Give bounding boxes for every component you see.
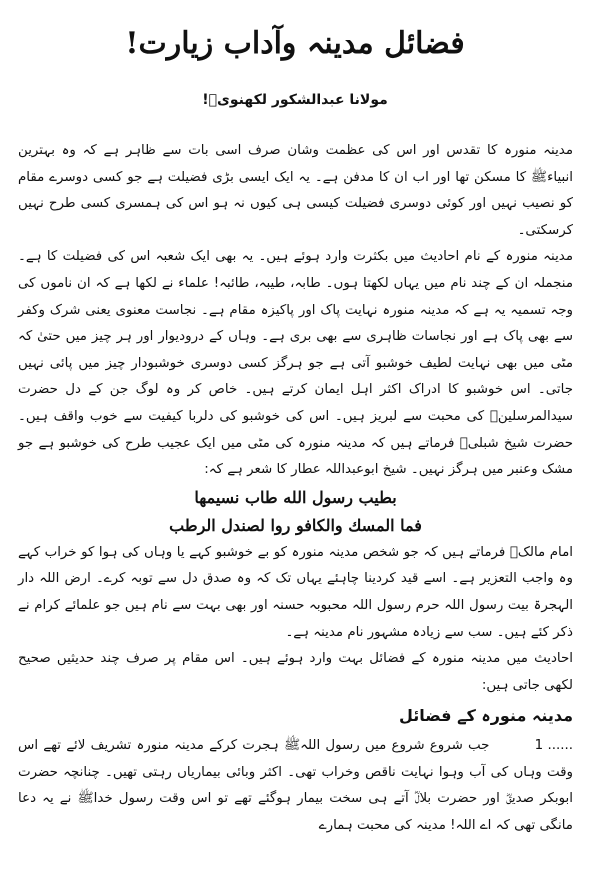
verse-line-2: فما المسك والكافو روا لصندل الرطب <box>169 515 422 535</box>
list-item-text: جب شروع شروع میں رسول اللہﷺ ہجرت کرکے مدینہ منورہ تشریف لائے تھے اس وقت وہاں کی آب وہوا نہایت ناقص وخراب تھی۔ اکثر وبائی بیماریاں رہتی تھیں۔ چنانچہ حضرت ابوبکر صدیقؓ اور حضرت بلالؓ آتے ہی سخت بیمار ہوگئے تھے تو اس وقت رسول خداﷺ نے یہ دعا مانگی تھی کہ اے اللہ! مدینہ کی محبت ہمارے <box>18 738 573 834</box>
article-title: فضائل مدینہ وآداب زیارت! <box>125 26 465 61</box>
list-item-number: 1 ...... <box>534 738 573 754</box>
paragraph-3: امام مالکؒ فرماتے ہیں کہ جو شخص مدینہ منورہ کو بے خوشبو کہے یا وہاں کی ہوا کو خراب کہے وہ واجب التعزیر ہے۔ اسے قید کردینا چاہئے یہاں تک کہ وہ صدق دل سے توبہ کرے۔ ارض اللہ دار الہجرۃ بیت رسول اللہ حرم رسول اللہ محبوبہ حسنہ اور بھی بہت سے نام ہیں جو علمائے کرام نے ذکر کئے ہیں۔ سب سے زیادہ مشہور نام مدینہ ہے۔ <box>18 544 573 640</box>
section-heading: مدینہ منورہ کے فضائل <box>398 706 573 726</box>
list-item-1 <box>18 733 573 839</box>
paragraph-2: مدینہ منورہ کے نام احادیث میں بکثرت وارد ہوئے ہیں۔ یہ بھی ایک شعبہ اس کی فضیلت کا ہے۔ منجملہ ان کے چند نام میں یہاں لکھتا ہوں۔ طابہ، طیبہ، طائبہ! علماء نے لکھا ہے کہ ان ناموں کی وجہ تسمیہ یہ ہے کہ مدینہ منورہ نہایت پاک اور پاکیزہ مقام ہے۔ نجاست معنوی یعنی شرک وکفر سے بھی پاک ہے اور نجاسات ظاہری سے بھی بری ہے۔ وہاں کے درودیوار اور ہر چیز میں حتیٰ کہ مٹی میں بھی نہایت لطیف خوشبو آتی ہے جو ہرگز کسی دوسری خوشبودار چیز میں پائی نہیں جاتی۔ اس خوشبو کا ادراک اکثر اہل ایمان کرتے ہیں۔ خاص کر وہ لوگ جن کے دل حضرت سیدالمرسلینﷺ کی محبت سے لبریز ہیں۔ اس کی خوشبو کی دلربا کیفیت سے خوب واقف ہیں۔ حضرت شیخ شبلیؒ فرماتے ہیں کہ مدینہ منورہ کی مٹی میں ایک عجیب طرح کی خوشبو ہے جو مشک وعنبر میں ہرگز نہیں۔ شیخ ابوعبداللہ عطار کا شعر ہے کہ: <box>18 249 573 478</box>
paragraph-1: مدینہ منورہ کا تقدس اور اس کی عظمت وشان صرف اسی بات سے ظاہر ہے کہ وہ بہترین انبیاءﷺ کا مسکن تھا اور اب ان کا مدفن ہے۔ یہ ایک ایسی بڑی فضیلت ہے جو کسی دوسرے مقام کو نصیب نہیں اور کوئی دوسری فضیلت کیسی ہی کیوں نہ ہو اس کی ہمسری کسی طرح نہیں کرسکتی۔ <box>18 143 573 238</box>
paragraph-4: احادیث میں مدینہ منورہ کے فضائل بہت وارد ہوئے ہیں۔ اس مقام پر صرف چند حدیثیں صحیح لکھی جاتی ہیں: <box>18 651 573 693</box>
article-body <box>18 138 573 840</box>
author-name: مولانا عبدالشکور لکھنویؒ! <box>202 92 388 108</box>
verse-line-1: بطيب رسول الله طاب نسيمها <box>194 487 397 507</box>
